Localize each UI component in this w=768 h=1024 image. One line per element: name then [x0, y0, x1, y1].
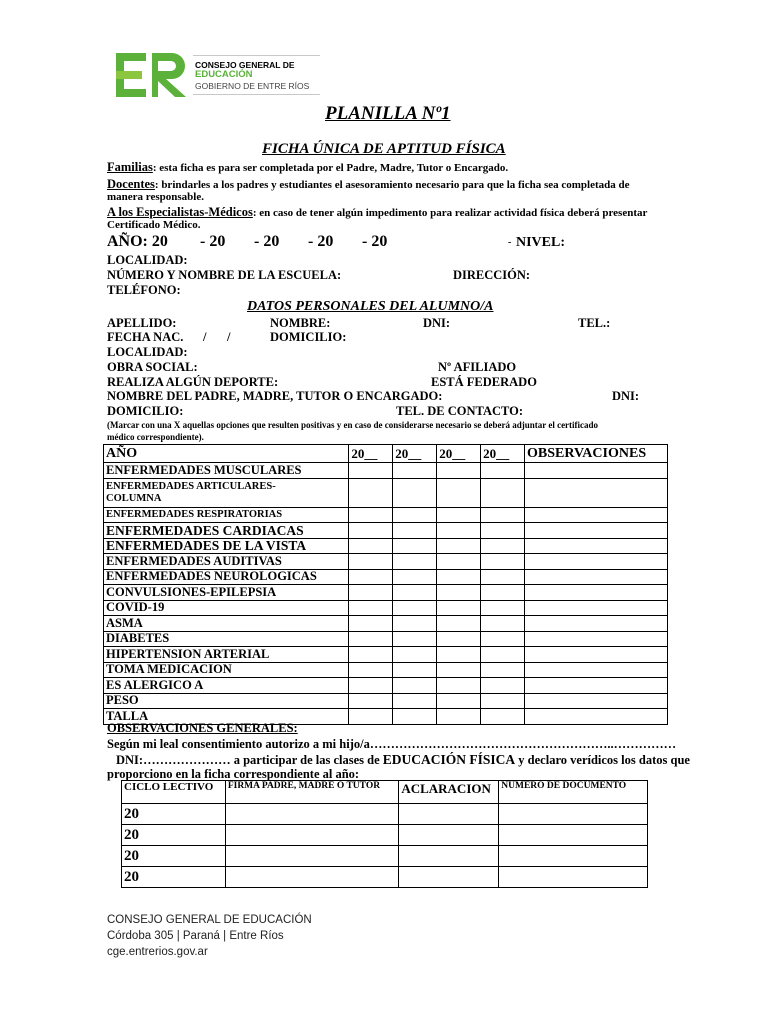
check-cell[interactable]: [437, 478, 481, 507]
check-cell[interactable]: [437, 693, 481, 709]
condition-label: ENFERMEDADES RESPIRATORIAS: [104, 507, 349, 523]
col-header-aclaracion: ACLARACION: [399, 781, 499, 804]
check-cell[interactable]: [437, 647, 481, 663]
check-cell[interactable]: [349, 523, 393, 539]
table-row: [104, 662, 668, 678]
date-slash-2: /: [227, 330, 231, 344]
domicilio-label: DOMICILIO:: [107, 404, 184, 418]
check-cell[interactable]: [437, 585, 481, 601]
footer-address: Córdoba 305 | Paraná | Entre Ríos: [107, 930, 284, 942]
fecha-nac-label: FECHA NAC.: [107, 330, 184, 344]
school-direccion: DIRECCIÓN:: [453, 268, 531, 282]
check-cell[interactable]: [481, 693, 525, 709]
condition-label: ENFERMEDADES MUSCULARES: [104, 463, 349, 479]
check-cell[interactable]: [437, 538, 481, 554]
condition-label: HIPERTENSION ARTERIAL: [104, 647, 349, 663]
check-cell[interactable]: [349, 647, 393, 663]
dni-padre-label: DNI:: [612, 389, 640, 403]
nivel-dash: -: [508, 237, 512, 248]
padre-label: NOMBRE DEL PADRE, MADRE, TUTOR O ENCARGADO:: [107, 389, 443, 403]
year-3: - 20: [254, 233, 280, 250]
check-cell[interactable]: [393, 616, 437, 632]
familias-label: Familias: [107, 160, 153, 174]
consent-line-2c: y declaro verídicos los datos que: [515, 753, 690, 767]
check-cell[interactable]: [437, 631, 481, 647]
col-header-ano: AÑO: [104, 445, 349, 463]
condition-label: ENFERMEDADES NEUROLOGICAS: [104, 569, 349, 585]
logo-divider-top: [193, 55, 320, 56]
check-cell[interactable]: [481, 507, 525, 523]
afiliado-label: Nº AFILIADO: [438, 360, 517, 374]
org-line-3: GOBIERNO DE ENTRE RÍOS: [195, 81, 310, 91]
consent-edfisica: EDUCACIÓN FÍSICA: [382, 752, 516, 767]
form-subtitle: FICHA ÚNICA DE APTITUD FÍSICA: [262, 141, 506, 157]
check-cell[interactable]: [393, 523, 437, 539]
check-cell[interactable]: [437, 523, 481, 539]
signature-row: [122, 825, 648, 846]
ciclo-year: 20: [122, 867, 226, 888]
check-cell[interactable]: [393, 585, 437, 601]
intro-familias: [107, 160, 508, 175]
note-line-2: médico correspondiente).: [107, 432, 204, 442]
signature-row: [122, 846, 648, 867]
table-row: [104, 463, 668, 479]
check-cell[interactable]: [349, 554, 393, 570]
check-cell[interactable]: [437, 600, 481, 616]
nivel-label: NIVEL:: [516, 235, 566, 250]
school-numero-nombre: NÚMERO Y NOMBRE DE LA ESCUELA:: [107, 268, 342, 282]
cge-logo-icon: [116, 53, 188, 97]
nombre-label: NOMBRE:: [270, 316, 331, 330]
ciclo-year: 20: [122, 846, 226, 867]
org-line-2: EDUCACIÓN: [195, 69, 253, 80]
medicos-text-1: : en caso de tener algún impedimento para realizar actividad física deberá presentar: [252, 207, 648, 219]
year-4: - 20: [308, 233, 334, 250]
tel-label: TEL.:: [578, 316, 611, 330]
observation-cell[interactable]: [525, 585, 668, 601]
col-header-ciclo: CICLO LECTIVO: [122, 781, 226, 804]
condition-label: TOMA MEDICACION: [104, 662, 349, 678]
observation-cell[interactable]: [525, 693, 668, 709]
condition-label: ENFERMEDADES CARDIACAS: [104, 523, 349, 539]
observation-cell[interactable]: [525, 507, 668, 523]
check-cell[interactable]: [393, 631, 437, 647]
org-line-1: CONSEJO GENERAL DE: [195, 60, 295, 70]
condition-label: PESO: [104, 693, 349, 709]
documento-cell[interactable]: [499, 867, 648, 888]
observation-cell[interactable]: [525, 569, 668, 585]
intro-docentes: [107, 177, 630, 192]
federado-label: ESTÁ FEDERADO: [431, 375, 537, 389]
col-header-year: 20__: [437, 445, 481, 463]
check-cell[interactable]: [437, 678, 481, 694]
check-cell[interactable]: [349, 569, 393, 585]
check-cell[interactable]: [393, 662, 437, 678]
deporte-label: REALIZA ALGÚN DEPORTE:: [107, 375, 279, 389]
observation-cell[interactable]: [525, 616, 668, 632]
observation-cell[interactable]: [525, 463, 668, 479]
check-cell[interactable]: [349, 585, 393, 601]
check-cell[interactable]: [349, 678, 393, 694]
ciclo-year: 20: [122, 825, 226, 846]
firma-cell[interactable]: [225, 804, 399, 825]
check-cell[interactable]: [393, 507, 437, 523]
signature-table: [121, 780, 648, 888]
check-cell[interactable]: [481, 631, 525, 647]
firma-cell[interactable]: [225, 867, 399, 888]
consent-line-2: [116, 752, 690, 768]
firma-cell[interactable]: [225, 825, 399, 846]
check-cell[interactable]: [481, 585, 525, 601]
docentes-label: Docentes: [107, 177, 155, 191]
observation-cell[interactable]: [525, 554, 668, 570]
col-header-documento: NUMERO DE DOCUMENTO: [499, 781, 648, 804]
table-row: [104, 616, 668, 632]
table-row: [104, 693, 668, 709]
check-cell[interactable]: [393, 709, 437, 725]
logo-divider-bottom: [193, 94, 320, 95]
observation-cell[interactable]: [525, 600, 668, 616]
documento-cell[interactable]: [499, 825, 648, 846]
tel-contacto-label: TEL. DE CONTACTO:: [396, 404, 523, 418]
ciclo-year: 20: [122, 804, 226, 825]
consent-line-2a: DNI:………………… a participar de las clases de: [116, 753, 383, 767]
condition-label: ASMA: [104, 616, 349, 632]
apellido-label: APELLIDO:: [107, 316, 177, 330]
observation-cell[interactable]: [525, 662, 668, 678]
col-header-year: 20__: [481, 445, 525, 463]
aclaracion-cell[interactable]: [399, 867, 499, 888]
consent-line-3: proporciono en la ficha correspondiente al año:: [107, 767, 360, 781]
dni-label: DNI:: [423, 316, 451, 330]
table-row: [104, 538, 668, 554]
footer-website[interactable]: cge.entrerios.gov.ar: [107, 946, 208, 958]
condition-label: COVID-19: [104, 600, 349, 616]
signature-row: [122, 804, 648, 825]
aclaracion-cell[interactable]: [399, 846, 499, 867]
documento-cell[interactable]: [499, 804, 648, 825]
table-row: [104, 678, 668, 694]
table-row: [104, 507, 668, 523]
condition-label-part: COLUMNA: [106, 492, 162, 504]
year-label: AÑO: 20: [107, 233, 168, 250]
familias-text: : esta ficha es para ser completada por el Padre, Madre, Tutor o Encargado.: [152, 162, 509, 174]
check-cell[interactable]: [481, 523, 525, 539]
check-cell[interactable]: [349, 662, 393, 678]
col-header-observaciones: OBSERVACIONES: [525, 445, 668, 463]
observation-cell[interactable]: [525, 631, 668, 647]
check-cell[interactable]: [393, 569, 437, 585]
check-cell[interactable]: [437, 709, 481, 725]
check-cell[interactable]: [437, 662, 481, 678]
check-cell[interactable]: [437, 507, 481, 523]
signature-header-row: [122, 781, 648, 804]
school-telefono: TELÉFONO:: [107, 283, 181, 297]
check-cell[interactable]: [481, 709, 525, 725]
health-table: [103, 444, 668, 725]
year-2: - 20: [200, 233, 226, 250]
check-cell[interactable]: [481, 478, 525, 507]
table-row: [104, 631, 668, 647]
check-cell[interactable]: [393, 678, 437, 694]
medicos-text-2: Certificado Médico.: [107, 219, 201, 231]
observation-cell[interactable]: [525, 478, 668, 507]
check-cell[interactable]: [349, 693, 393, 709]
observation-cell[interactable]: [525, 538, 668, 554]
check-cell[interactable]: [437, 554, 481, 570]
condition-label: [104, 478, 349, 507]
condition-label: TALLA: [104, 709, 349, 725]
check-cell[interactable]: [393, 647, 437, 663]
col-header-year: 20__: [349, 445, 393, 463]
condition-label-part: ENFERMEDADES ARTICULARES-: [106, 480, 276, 492]
obra-social-label: OBRA SOCIAL:: [107, 360, 198, 374]
table-header-row: [104, 445, 668, 463]
check-cell[interactable]: [349, 709, 393, 725]
medicos-label: A los Especialistas-Médicos: [107, 205, 253, 219]
intro-medicos: [107, 205, 647, 220]
check-cell[interactable]: [437, 569, 481, 585]
check-cell[interactable]: [481, 662, 525, 678]
col-header-firma: FIRMA PADRE, MADRE O TUTOR: [225, 781, 399, 804]
check-cell[interactable]: [393, 600, 437, 616]
page-title: PLANILLA Nº1: [325, 103, 451, 124]
check-cell[interactable]: [349, 616, 393, 632]
condition-label: CONVULSIONES-EPILEPSIA: [104, 585, 349, 601]
year-5: - 20: [362, 233, 388, 250]
condition-label: ENFERMEDADES DE LA VISTA: [104, 538, 349, 554]
check-cell[interactable]: [437, 463, 481, 479]
check-cell[interactable]: [481, 554, 525, 570]
docentes-text-2: manera responsable.: [107, 191, 204, 203]
check-cell[interactable]: [481, 600, 525, 616]
condition-label: DIABETES: [104, 631, 349, 647]
observation-cell[interactable]: [525, 647, 668, 663]
check-cell[interactable]: [481, 569, 525, 585]
check-cell[interactable]: [349, 507, 393, 523]
check-cell[interactable]: [349, 631, 393, 647]
check-cell[interactable]: [393, 554, 437, 570]
firma-cell[interactable]: [225, 846, 399, 867]
check-cell[interactable]: [349, 538, 393, 554]
table-row: [104, 647, 668, 663]
check-cell[interactable]: [393, 463, 437, 479]
check-cell[interactable]: [481, 678, 525, 694]
check-cell[interactable]: [481, 538, 525, 554]
documento-cell[interactable]: [499, 846, 648, 867]
check-cell[interactable]: [393, 693, 437, 709]
aclaracion-cell[interactable]: [399, 804, 499, 825]
docentes-text-1: : brindarles a los padres y estudiantes el asesoramiento necesario para que la ficha sea completada de: [154, 179, 630, 191]
check-cell[interactable]: [393, 478, 437, 507]
signature-row: [122, 867, 648, 888]
observation-cell[interactable]: [525, 709, 668, 725]
footer-org: CONSEJO GENERAL DE EDUCACIÓN: [107, 914, 312, 926]
check-cell[interactable]: [349, 600, 393, 616]
aclaracion-cell[interactable]: [399, 825, 499, 846]
table-row: [104, 523, 668, 539]
school-localidad: LOCALIDAD:: [107, 253, 188, 267]
table-row: [104, 554, 668, 570]
domicilio-inline-label: DOMICILIO:: [270, 330, 347, 344]
check-cell[interactable]: [481, 647, 525, 663]
check-cell[interactable]: [481, 616, 525, 632]
consent-line-1: Según mi leal consentimiento autorizo a mi hijo/a…………………………………………………..……………: [107, 737, 677, 751]
obs-generales-label: OBSERVACIONES GENERALES:: [107, 721, 298, 735]
condition-label: ENFERMEDADES AUDITIVAS: [104, 554, 349, 570]
note-line-1: (Marcar con una X aquellas opciones que resulten positivas y en caso de considerarse necesario se deberá adjuntar el certificado: [107, 420, 599, 430]
check-cell[interactable]: [349, 478, 393, 507]
observation-cell[interactable]: [525, 523, 668, 539]
table-row: [104, 478, 668, 507]
check-cell[interactable]: [393, 538, 437, 554]
check-cell[interactable]: [481, 463, 525, 479]
check-cell[interactable]: [437, 616, 481, 632]
condition-label: ES ALERGICO A: [104, 678, 349, 694]
table-row: [104, 600, 668, 616]
table-row: [104, 585, 668, 601]
localidad-label: LOCALIDAD:: [107, 345, 188, 359]
date-slash-1: /: [203, 330, 207, 344]
table-row: [104, 569, 668, 585]
col-header-year: 20__: [393, 445, 437, 463]
check-cell[interactable]: [349, 463, 393, 479]
observation-cell[interactable]: [525, 678, 668, 694]
section-title-personal: DATOS PERSONALES DEL ALUMNO/A: [247, 299, 494, 314]
